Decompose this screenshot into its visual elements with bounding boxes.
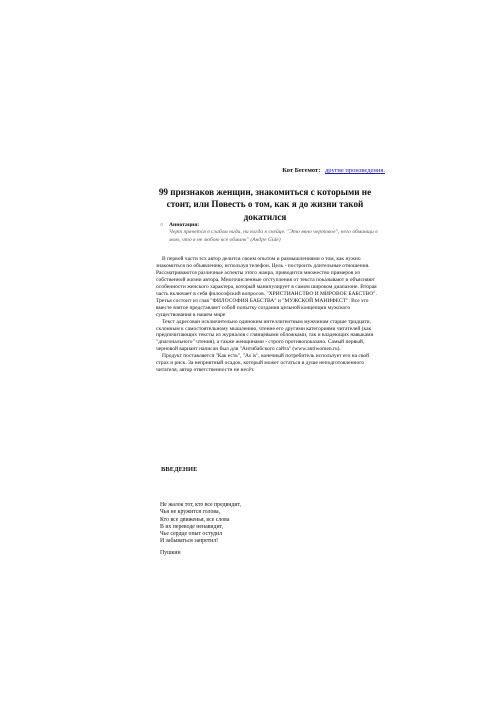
author-line [282, 167, 385, 174]
poem-line: В их переводе ненавидит, [160, 523, 224, 530]
annotation-block [160, 222, 380, 244]
annotation-quote: Черт прячется в слабом ниди, на когда к скейце. "Это явно чертовое", него обманщи в мою, что я не любою все обманк" (Андре Gide) [169, 229, 378, 243]
body-text [156, 256, 378, 374]
body-paragraph: Текст адресован исключительно одиноким интеллигентным мужчинам старше тридцати, склонным к самостоятельному мышлению, чтение его другими категориями читателей (как предпочитающих тексты из журналов с глянцевыми обложками, так и владеющих навыками "диагонального" чтения), а также женщинами - строго противопоказано. Самый первый, черновой вариант написан был для "Антибабского сайта" (www.antiwomen.ru). [156, 318, 374, 353]
body-paragraph: Продукт поставляется "Как есть", "As is", конечный потребитель использует его на свой страх и риск. За неприятный осадок, который может остаться в душе неподготовленного читателя, автор ответственности не несёт. [156, 353, 370, 374]
section-heading: ВВЕДЕНИЕ [161, 466, 198, 473]
poem-line: Не жалок тот, кто все предвидит, [160, 502, 241, 508]
poem-line: Кто все движенья, все слова [160, 516, 230, 523]
annotation-label: Аннотация: [169, 222, 200, 228]
poem-line: И забываться запретил! [160, 538, 219, 545]
epigraph-poem [160, 502, 241, 546]
author-name: Кот Бегемот: [282, 167, 321, 174]
bullet-icon: ○ [160, 223, 164, 228]
document-title: 99 признаков женщин, знакомиться с которыми не стоит, или Повесть о том, как я до жизни такой докатился [158, 187, 372, 222]
poem-author: Пушкин [160, 550, 181, 556]
poem-line: Чья не кружится голова, [160, 509, 221, 516]
other-works-link[interactable]: другие произведения. [325, 167, 385, 174]
poem-line: Чье сердце опыт остудил [160, 531, 222, 537]
body-paragraph: В первой части эсх автор делится своим опытом и размышлениями о том, как нужно знакомиться по объявлению, используя телефон. Цель - построить длительные отношения. Рассматриваются различные аспекты этого жанра, приводится множество примеров из собственной жизни автора. Многочисленные отступления от текста показывают и объясняют особенности женского характера, который манипулирует в самом широком диапазоне. Вторая часть включает в себя философский вопросов. "ХРИСТИАНСТВО И МИРОВОЕ БАБСТВО". Третья состоит из глав "ФИЛОСОФИЯ БАБСТВА" и "МУЖСКОЙ МАНИФЕСТ". Все это вместе взятое представляет собой попытку создания цельной концепции мужского существования в нашем мире [156, 256, 377, 318]
